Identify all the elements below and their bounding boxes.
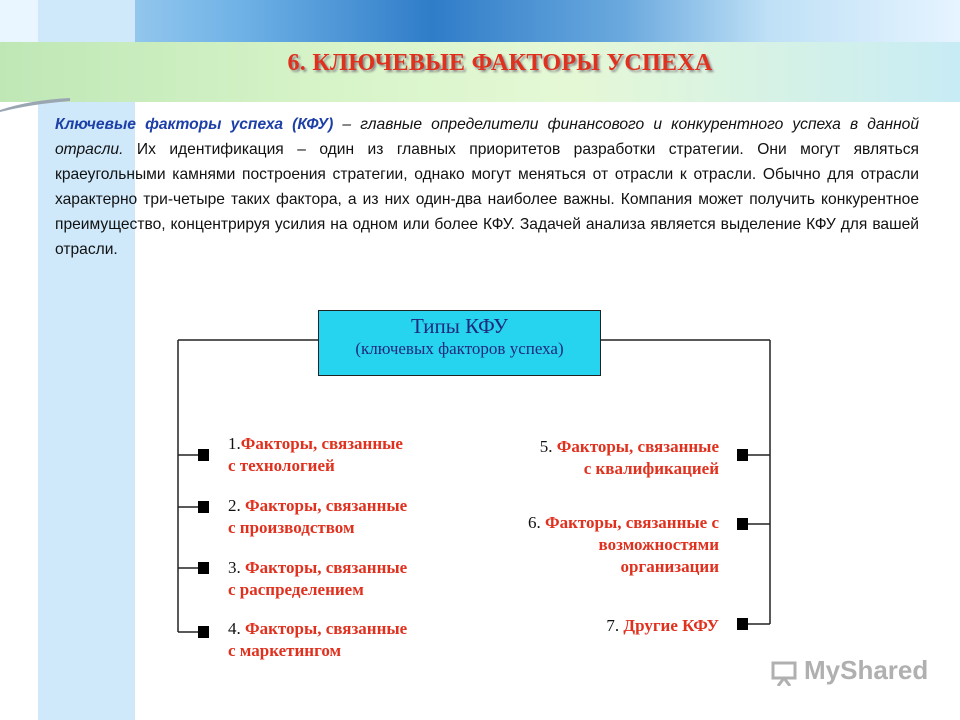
factor-6-num: 6. <box>528 513 546 532</box>
factor-1-line1: Факторы, связанные <box>240 434 403 453</box>
factor-5-num: 5. <box>539 437 557 456</box>
factor-1 <box>228 433 403 477</box>
factor-2-num: 2. <box>228 496 245 515</box>
factor-3-line2: с распределением <box>228 580 364 599</box>
factor-3-line1: Факторы, связанные <box>245 558 408 577</box>
factor-6 <box>528 512 719 578</box>
factor-6-line1: Факторы, связанные с <box>545 513 719 532</box>
factor-3 <box>228 557 407 601</box>
factor-1-line2: с технологией <box>228 456 335 475</box>
box-title: Типы КФУ <box>410 314 509 338</box>
factor-4 <box>228 618 407 662</box>
factor-2-line2: с производством <box>228 518 355 537</box>
factor-5 <box>540 436 719 480</box>
watermark-text: MyShared <box>804 655 929 685</box>
factor-3-num: 3. <box>228 558 245 577</box>
intro-definition: – главные определители финансового и конкурентного успеха в данной отрасли. <box>55 116 919 158</box>
intro-rest: Их идентификация – один из главных приоритетов разработки стратегии. Они могут являться краеугольными камнями построения стратегии, однако могут меняться от отрасли к отрасли. Обычно для отрасли характерно три-четыре таких фактора, а из них один-два наиболее важны. Компания может получить конкурентное преимущество, концентрируя усилия на одном или более КФУ. Задачей анализа является выделение КФУ для вашей отрасли. <box>55 141 919 258</box>
bullet-left-1 <box>198 449 209 461</box>
factor-2 <box>228 495 407 539</box>
bullet-left-3 <box>198 562 209 574</box>
factor-5-line1: Факторы, связанные <box>556 437 719 456</box>
presentation-icon <box>770 660 798 686</box>
factor-5-line2: с квалификацией <box>583 459 719 478</box>
box-subtitle: (ключевых факторов успеха) <box>355 339 564 358</box>
factor-6-line3: организации <box>620 557 719 576</box>
bullet-left-4 <box>198 626 209 638</box>
factor-4-num: 4. <box>228 619 245 638</box>
factor-7-num: 7. <box>606 616 624 635</box>
factor-2-line1: Факторы, связанные <box>245 496 408 515</box>
factor-6-line2: возможностями <box>598 535 719 554</box>
factor-4-line2: с маркетингом <box>228 641 342 660</box>
kfu-types-box <box>318 310 601 376</box>
factor-1-num: 1. <box>228 434 241 453</box>
slide-title: 6. КЛЮЧЕВЫЕ ФАКТОРЫ УСПЕХА <box>287 50 713 76</box>
bullet-right-5 <box>737 449 748 461</box>
bullet-left-2 <box>198 501 209 513</box>
intro-term: Ключевые факторы успеха (КФУ) <box>55 116 334 133</box>
factor-7 <box>606 615 719 637</box>
bullet-right-7 <box>737 618 748 630</box>
factor-7-line1: Другие КФУ <box>623 616 719 635</box>
factor-4-line1: Факторы, связанные <box>245 619 408 638</box>
bullet-right-6 <box>737 518 748 530</box>
